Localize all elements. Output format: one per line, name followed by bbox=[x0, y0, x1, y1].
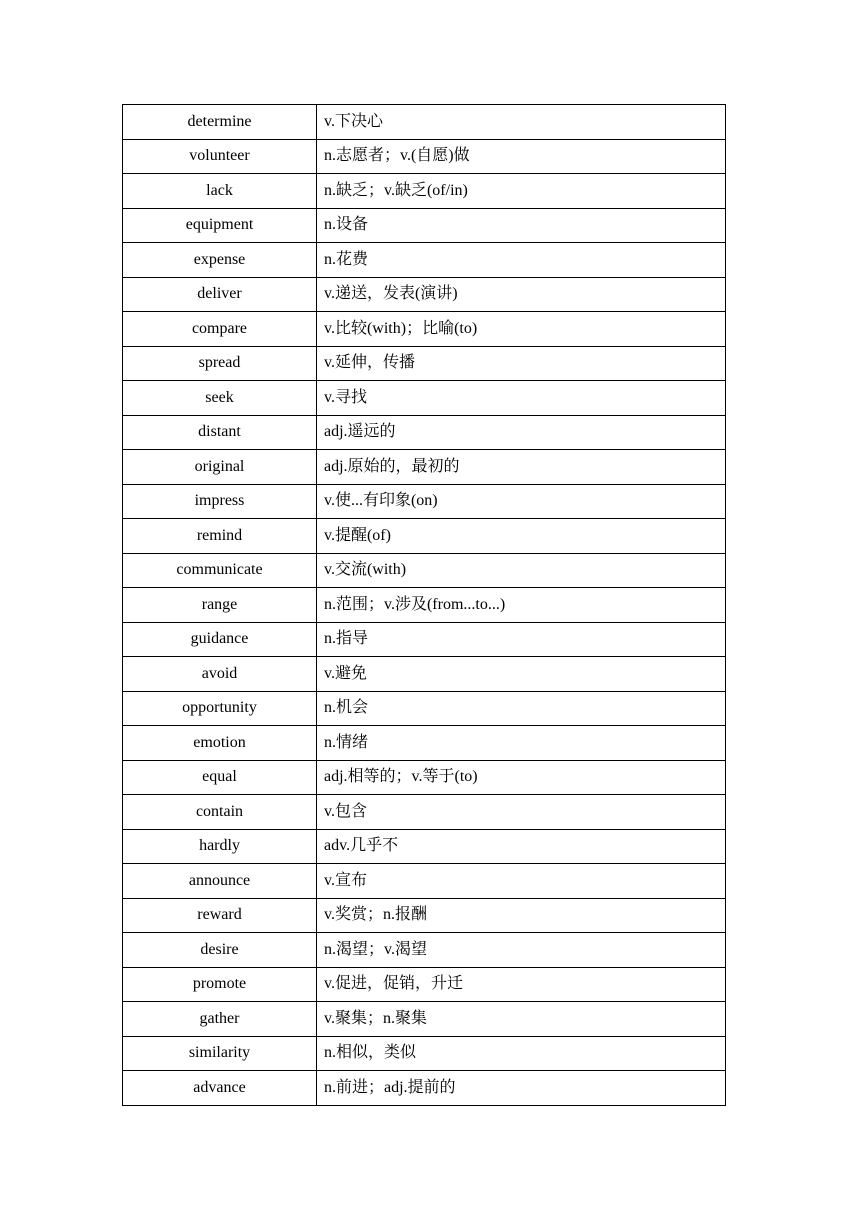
table-row bbox=[123, 243, 726, 278]
vocab-meaning: adv.几乎不 bbox=[317, 829, 726, 864]
vocab-meaning: v.提醒(of) bbox=[317, 519, 726, 554]
table-row bbox=[123, 381, 726, 416]
vocab-word: advance bbox=[123, 1071, 317, 1106]
vocab-meaning: v.比较(with)；比喻(to) bbox=[317, 312, 726, 347]
vocab-meaning: v.包含 bbox=[317, 795, 726, 830]
table-row bbox=[123, 553, 726, 588]
vocab-word: determine bbox=[123, 105, 317, 140]
vocab-word: similarity bbox=[123, 1036, 317, 1071]
vocab-word: range bbox=[123, 588, 317, 623]
table-row bbox=[123, 346, 726, 381]
vocab-word: guidance bbox=[123, 622, 317, 657]
vocab-word: promote bbox=[123, 967, 317, 1002]
vocab-meaning: v.下决心 bbox=[317, 105, 726, 140]
table-row bbox=[123, 450, 726, 485]
table-row bbox=[123, 864, 726, 899]
vocab-word: compare bbox=[123, 312, 317, 347]
vocab-word: distant bbox=[123, 415, 317, 450]
vocab-word: equal bbox=[123, 760, 317, 795]
vocab-meaning: v.寻找 bbox=[317, 381, 726, 416]
vocab-meaning: adj.原始的，最初的 bbox=[317, 450, 726, 485]
vocab-word: opportunity bbox=[123, 691, 317, 726]
table-row bbox=[123, 588, 726, 623]
table-row bbox=[123, 208, 726, 243]
vocabulary-table-body bbox=[123, 105, 726, 1106]
vocab-meaning: n.指导 bbox=[317, 622, 726, 657]
vocab-word: gather bbox=[123, 1002, 317, 1037]
vocab-meaning: n.情绪 bbox=[317, 726, 726, 761]
table-row bbox=[123, 691, 726, 726]
table-row bbox=[123, 1071, 726, 1106]
table-row bbox=[123, 1002, 726, 1037]
vocab-meaning: adj.相等的；v.等于(to) bbox=[317, 760, 726, 795]
table-row bbox=[123, 415, 726, 450]
vocab-meaning: n.前进；adj.提前的 bbox=[317, 1071, 726, 1106]
vocab-meaning: v.促进，促销，升迁 bbox=[317, 967, 726, 1002]
table-row bbox=[123, 726, 726, 761]
table-row bbox=[123, 484, 726, 519]
vocab-word: spread bbox=[123, 346, 317, 381]
table-row bbox=[123, 795, 726, 830]
vocab-word: emotion bbox=[123, 726, 317, 761]
vocab-meaning: n.渴望；v.渴望 bbox=[317, 933, 726, 968]
vocab-word: desire bbox=[123, 933, 317, 968]
vocab-meaning: adj.遥远的 bbox=[317, 415, 726, 450]
vocab-word: deliver bbox=[123, 277, 317, 312]
vocab-meaning: v.聚集；n.聚集 bbox=[317, 1002, 726, 1037]
table-row bbox=[123, 519, 726, 554]
table-row bbox=[123, 622, 726, 657]
vocab-meaning: n.范围；v.涉及(from...to...) bbox=[317, 588, 726, 623]
vocab-meaning: n.志愿者；v.(自愿)做 bbox=[317, 139, 726, 174]
vocab-word: communicate bbox=[123, 553, 317, 588]
table-row bbox=[123, 277, 726, 312]
vocabulary-table bbox=[122, 104, 726, 1106]
table-row bbox=[123, 933, 726, 968]
table-row bbox=[123, 105, 726, 140]
vocab-word: contain bbox=[123, 795, 317, 830]
vocab-meaning: v.奖赏；n.报酬 bbox=[317, 898, 726, 933]
vocab-word: lack bbox=[123, 174, 317, 209]
vocab-word: impress bbox=[123, 484, 317, 519]
table-row bbox=[123, 139, 726, 174]
vocab-meaning: v.延伸，传播 bbox=[317, 346, 726, 381]
vocab-meaning: n.相似，类似 bbox=[317, 1036, 726, 1071]
vocab-meaning: v.使...有印象(on) bbox=[317, 484, 726, 519]
vocab-meaning: v.递送，发表(演讲) bbox=[317, 277, 726, 312]
vocab-word: original bbox=[123, 450, 317, 485]
vocab-word: volunteer bbox=[123, 139, 317, 174]
vocab-word: avoid bbox=[123, 657, 317, 692]
vocab-meaning: v.避免 bbox=[317, 657, 726, 692]
vocab-word: remind bbox=[123, 519, 317, 554]
table-row bbox=[123, 174, 726, 209]
table-row bbox=[123, 657, 726, 692]
table-row bbox=[123, 1036, 726, 1071]
vocab-meaning: n.设备 bbox=[317, 208, 726, 243]
vocab-word: reward bbox=[123, 898, 317, 933]
vocab-meaning: n.机会 bbox=[317, 691, 726, 726]
vocab-word: announce bbox=[123, 864, 317, 899]
vocab-meaning: n.缺乏；v.缺乏(of/in) bbox=[317, 174, 726, 209]
vocab-word: equipment bbox=[123, 208, 317, 243]
table-row bbox=[123, 898, 726, 933]
vocab-meaning: n.花费 bbox=[317, 243, 726, 278]
vocab-meaning: v.宣布 bbox=[317, 864, 726, 899]
vocab-meaning: v.交流(with) bbox=[317, 553, 726, 588]
table-row bbox=[123, 760, 726, 795]
table-row bbox=[123, 312, 726, 347]
table-row bbox=[123, 829, 726, 864]
vocab-word: seek bbox=[123, 381, 317, 416]
vocab-word: hardly bbox=[123, 829, 317, 864]
table-row bbox=[123, 967, 726, 1002]
vocab-word: expense bbox=[123, 243, 317, 278]
